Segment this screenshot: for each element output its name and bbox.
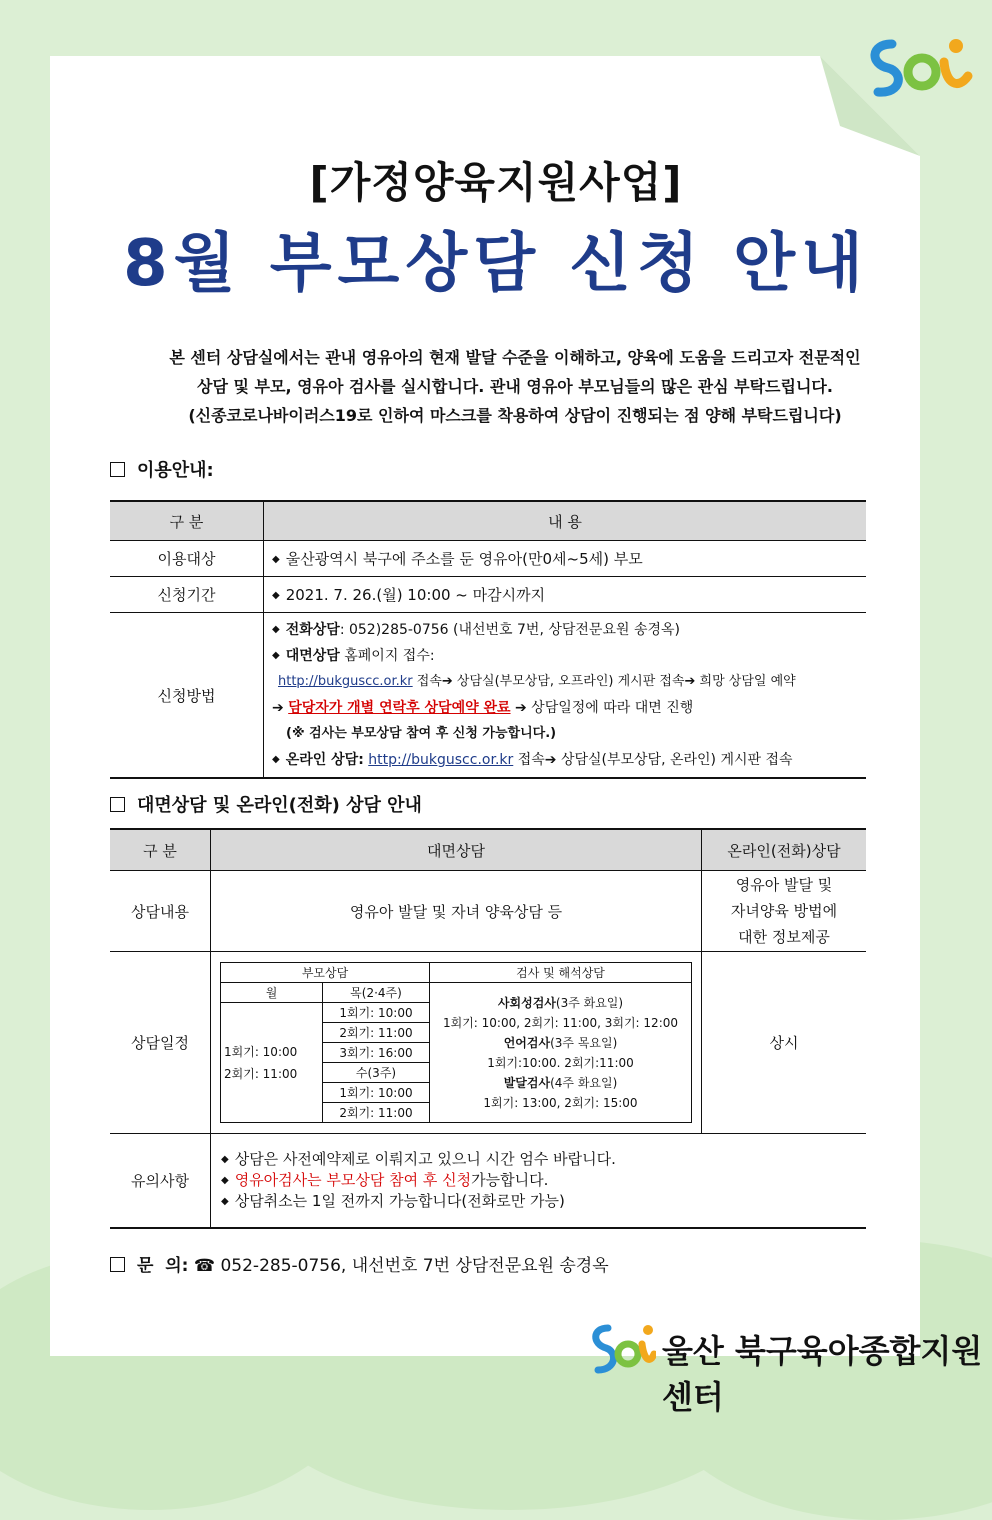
header-cell: 내 용: [264, 501, 867, 541]
section-usage-heading: 이용안내:: [110, 456, 214, 482]
table-row: [110, 541, 866, 577]
checkbox-square-icon: [110, 1257, 125, 1272]
diamond-bullet-icon: ◆: [272, 754, 280, 765]
contact-line: [110, 1251, 609, 1276]
online-homepage-link[interactable]: http://bukguscc.or.kr: [368, 752, 514, 768]
center-logo-icon: [862, 32, 978, 102]
schedule-table: [220, 962, 692, 1123]
header-cell: 구 분: [110, 501, 264, 541]
checkbox-square-icon: [110, 797, 125, 812]
confirm-highlight: 담당자가 개별 연락후 상담예약 완료: [288, 700, 511, 716]
parent-counsel-header: 부모상담: [221, 963, 430, 983]
notes-cell: ◆ 상담은 사전예약제로 이뤄지고 있으니 시간 엄수 바랍니다. ◆ 영유아검사는 부모상담 참여 후 신청가능합니다. ◆ 상담취소는 1일 전까지 가능합니다(전화로만 가능): [211, 1134, 867, 1228]
table-header-row: [110, 501, 866, 541]
header-cell: 구 분: [110, 829, 211, 871]
table-header-row: [110, 829, 866, 871]
diamond-bullet-icon: ◆: [272, 554, 280, 565]
diamond-bullet-icon: ◆: [272, 650, 280, 661]
monday-times: 1회기: 10:00 2회기: 11:00: [221, 1003, 323, 1123]
intro-line: 상담 및 부모, 영유아 검사를 실시합니다. 관내 영유아 부모님들의 많은 관심 부탁드립니다.: [197, 377, 833, 396]
usage-table: [110, 500, 866, 779]
table-row: [110, 1134, 866, 1228]
exam-schedule: 사회성검사(3주 화요일) 1회기: 10:00, 2회기: 11:00, 3회기: 12:00 언어검사(3주 목요일) 1회기:10:00. 2회기:11:00 발달검사(4주 화요일) 1회기: 13:00, 2회기: 15:00: [430, 983, 692, 1123]
diamond-bullet-icon: ◆: [272, 590, 280, 601]
exam-header: 검사 및 해석상담: [430, 963, 692, 983]
checkbox-square-icon: [110, 462, 125, 477]
contact-label: 문 의:: [137, 1256, 189, 1276]
online-content: 영유아 발달 및 자녀양육 방법에 대한 정보제공: [702, 871, 867, 952]
homepage-link[interactable]: http://bukguscc.or.kr: [278, 674, 413, 689]
online-schedule: 상시: [702, 952, 867, 1134]
row-label: 상담일정: [110, 952, 211, 1134]
wednesday-header: 수(3주): [323, 1063, 430, 1083]
row-label: 유의사항: [110, 1134, 211, 1228]
row-label: 신청기간: [110, 577, 264, 613]
thursday-time: 1회기: 10:00: [323, 1003, 430, 1023]
row-value: ◆ 2021. 7. 26.(월) 10:00 ~ 마감시까지: [264, 577, 867, 613]
row-label: 신청방법: [110, 613, 264, 779]
thursday-header: 목(2·4주): [323, 983, 430, 1003]
thursday-time: 3회기: 16:00: [323, 1043, 430, 1063]
table-row: [110, 577, 866, 613]
row-label: 상담내용: [110, 871, 211, 952]
footer-logo-icon: [590, 1320, 656, 1378]
wednesday-time: 2회기: 11:00: [323, 1103, 430, 1123]
table-row: [110, 613, 866, 779]
row-label: 이용대상: [110, 541, 264, 577]
row-value: ◆ 울산광역시 북구에 주소를 둔 영유아(만0세~5세) 부모: [264, 541, 867, 577]
footer-org-name: 울산 북구육아종합지원센터: [662, 1332, 983, 1416]
schedule-cell: [211, 952, 702, 1134]
header-cell: 대면상담: [211, 829, 702, 871]
intro-line: 본 센터 상담실에서는 관내 영유아의 현재 발달 수준을 이해하고, 양육에 도움을 드리고자 전문적인: [169, 348, 861, 367]
table-row: [110, 871, 866, 952]
wednesday-time: 1회기: 10:00: [323, 1083, 430, 1103]
contact-text: 052-285-0756, 내선번호 7번 상담전문요원 송경옥: [220, 1256, 609, 1276]
diamond-bullet-icon: ◆: [221, 1195, 229, 1207]
table-row: [110, 952, 866, 1134]
monday-header: 월: [221, 983, 323, 1003]
program-title: [가정양육지원사업]: [309, 158, 683, 207]
diamond-bullet-icon: ◆: [221, 1153, 229, 1165]
diamond-bullet-icon: ◆: [272, 624, 280, 635]
exam-note: (※ 검사는 부모상담 참여 후 신청 가능합니다.): [286, 726, 557, 741]
intro-line: (신종코로나바이러스19로 인하여 마스크를 착용하여 상담이 진행되는 점 양해 부탁드립니다): [188, 406, 842, 425]
intro-paragraph: [90, 343, 940, 430]
header-cell: 온라인(전화)상담: [702, 829, 867, 871]
phone-icon: ☎: [193, 1256, 216, 1276]
row-value: ◆ 전화상담: 052)285-0756 (내선번호 7번, 상담전문요원 송경옥) ◆ 대면상담 홈페이지 접수: http://bukguscc.or.kr 접속➔ 상담실(부모상담, 오프라인) 게시판 접속➔ 희망 상담일 예약 ➔ 담당자가 개별 연락후 상담예약 완료 ➔ 상담일정에 따라 대면 진행 (※ 검사는 부모상담 참여 후 신청 가능합니다.) ◆ 온라인 상담: http://bukguscc.or.kr 접속➔ 상담실(부모상담, 온라인) 게시판 접속: [264, 613, 867, 779]
section-counsel-heading: 대면상담 및 온라인(전화) 상담 안내: [110, 791, 422, 817]
face-content: 영유아 발달 및 자녀 양육상담 등: [211, 871, 702, 952]
thursday-time: 2회기: 11:00: [323, 1023, 430, 1043]
page-title: 8월 부모상담 신청 안내: [123, 227, 869, 301]
diamond-bullet-icon: ◆: [221, 1174, 229, 1186]
counsel-table: [110, 828, 866, 1229]
arrow-icon: ➔: [272, 700, 284, 716]
